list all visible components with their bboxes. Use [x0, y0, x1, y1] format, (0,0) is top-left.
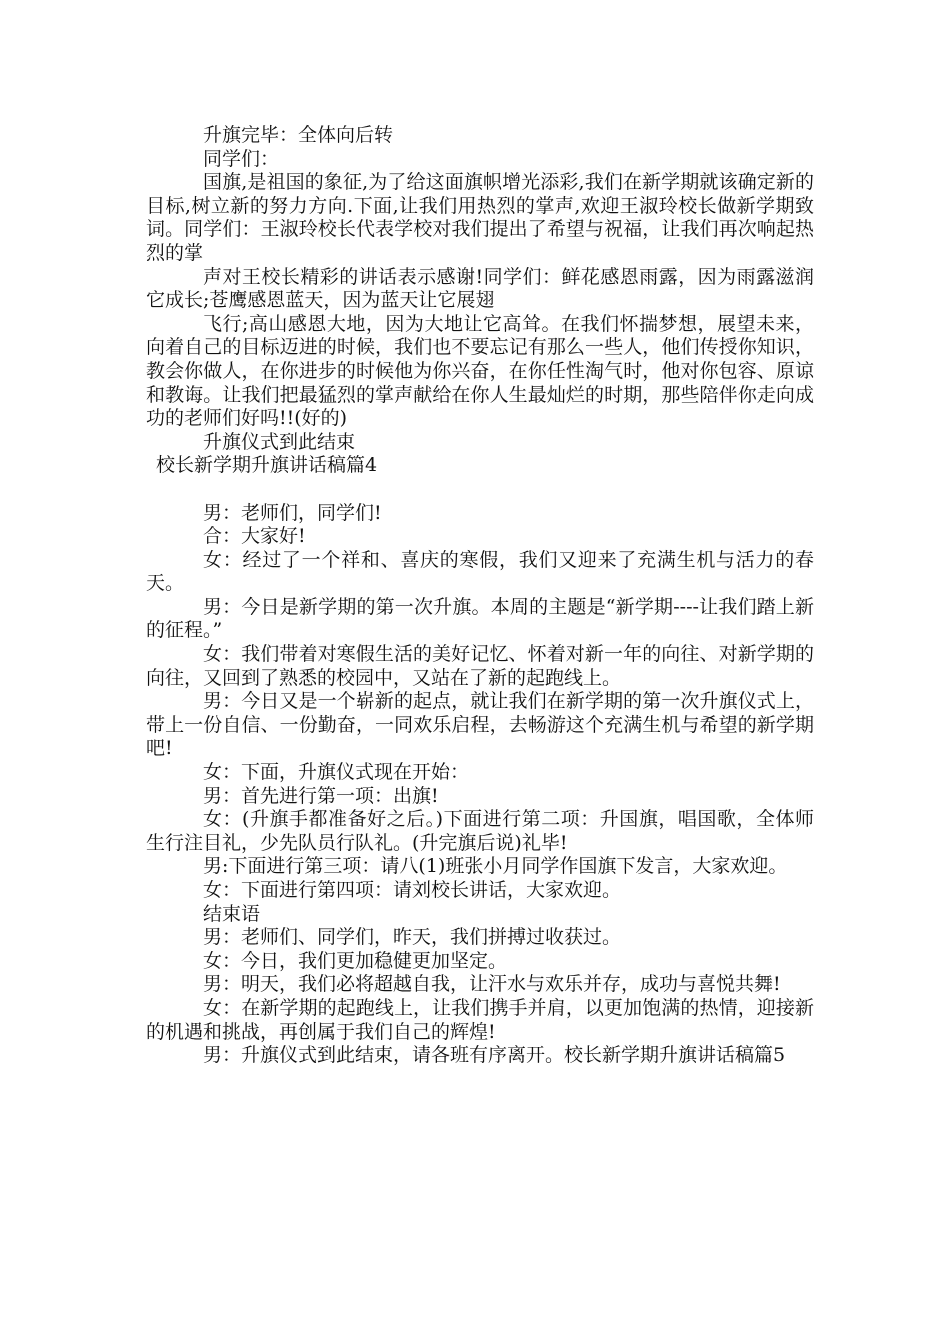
paragraph: 男：老师们，同学们!	[203, 501, 382, 524]
paragraph: 声对王校长精彩的讲话表示感谢!同学们：鲜花感恩雨露，因为雨露滋润它成长;苍鹰感恩蓝天，因为蓝天让它展翅	[146, 265, 814, 312]
paragraph: 男：首先进行第一项：出旗!	[203, 784, 439, 807]
paragraph: 男：升旗仪式到此结束，请各班有序离开。校长新学期升旗讲话稿篇5	[203, 1044, 786, 1067]
paragraph: 男:下面进行第三项：请八(1)班张小月同学作国旗下发言，大家欢迎。	[203, 855, 788, 878]
paragraph: 女：下面进行第四项：请刘校长讲话，大家欢迎。	[203, 879, 622, 901]
closing-heading: 结束语	[203, 902, 261, 925]
blank-line	[146, 478, 814, 502]
paragraph: 飞行;高山感恩大地，因为大地让它高耸。在我们怀揣梦想，展望未来，向着自己的目标迈进的时候，我们也不要忘记有那么一些人，他们传授你知识，教会你做人，在你进步的时候他为你兴奋，在你任性淘气时，他对你包容、原谅和教诲。让我们把最猛烈的掌声献给在你人生最灿烂的时期，那些陪伴你走向成功的老师们好吗!!(好的)	[146, 312, 814, 430]
paragraph: 女：我们带着对寒假生活的美好记忆、怀着对新一年的向往、对新学期的向往，又回到了熟悉的校园中，又站在了新的起跑线上。	[146, 643, 814, 689]
document-body	[146, 124, 814, 1068]
paragraph: 男：今日又是一个崭新的起点，就让我们在新学期的第一次升旗仪式上，带上一份自信、一份勤奋，一同欢乐启程，去畅游这个充满生机与希望的新学期吧!	[146, 690, 814, 760]
paragraph: 升旗完毕：全体向后转	[203, 124, 394, 146]
paragraph: 女：下面，升旗仪式现在开始：	[203, 761, 470, 784]
paragraph: 男：明天，我们必将超越自我，让汗水与欢乐并存，成功与喜悦共舞!	[203, 973, 781, 996]
paragraph: 合：大家好!	[203, 525, 306, 548]
paragraph: 女：(升旗手都准备好之后。)下面进行第二项：升国旗，唱国歌，全体师生行注目礼，少先队员行队礼。(升完旗后说)礼毕!	[146, 808, 814, 854]
paragraph: 同学们：	[203, 147, 280, 170]
section-heading: 校长新学期升旗讲话稿篇4	[156, 454, 378, 477]
paragraph: 女：经过了一个祥和、喜庆的寒假，我们又迎来了充满生机与活力的春天。	[146, 548, 814, 595]
paragraph: 男：今日是新学期的第一次升旗。本周的主题是“新学期----让我们踏上新的征程。”	[146, 595, 814, 642]
paragraph: 升旗仪式到此结束	[203, 430, 356, 453]
paragraph: 女：在新学期的起跑线上，让我们携手并肩，以更加饱满的热情，迎接新的机遇和挑战，再创属于我们自己的辉煌!	[146, 996, 814, 1043]
paragraph: 男：老师们、同学们，昨天，我们拼搏过收获过。	[203, 926, 622, 949]
paragraph: 女：今日，我们更加稳健更加坚定。	[203, 949, 508, 972]
paragraph: 国旗,是祖国的象征,为了给这面旗帜增光添彩,我们在新学期就该确定新的目标,树立新的努力方向.下面,让我们用热烈的掌声,欢迎王淑玲校长做新学期致词。同学们：王淑玲校长代表学校对我们提出了希望与祝福，让我们再次响起热烈的掌	[146, 171, 814, 264]
